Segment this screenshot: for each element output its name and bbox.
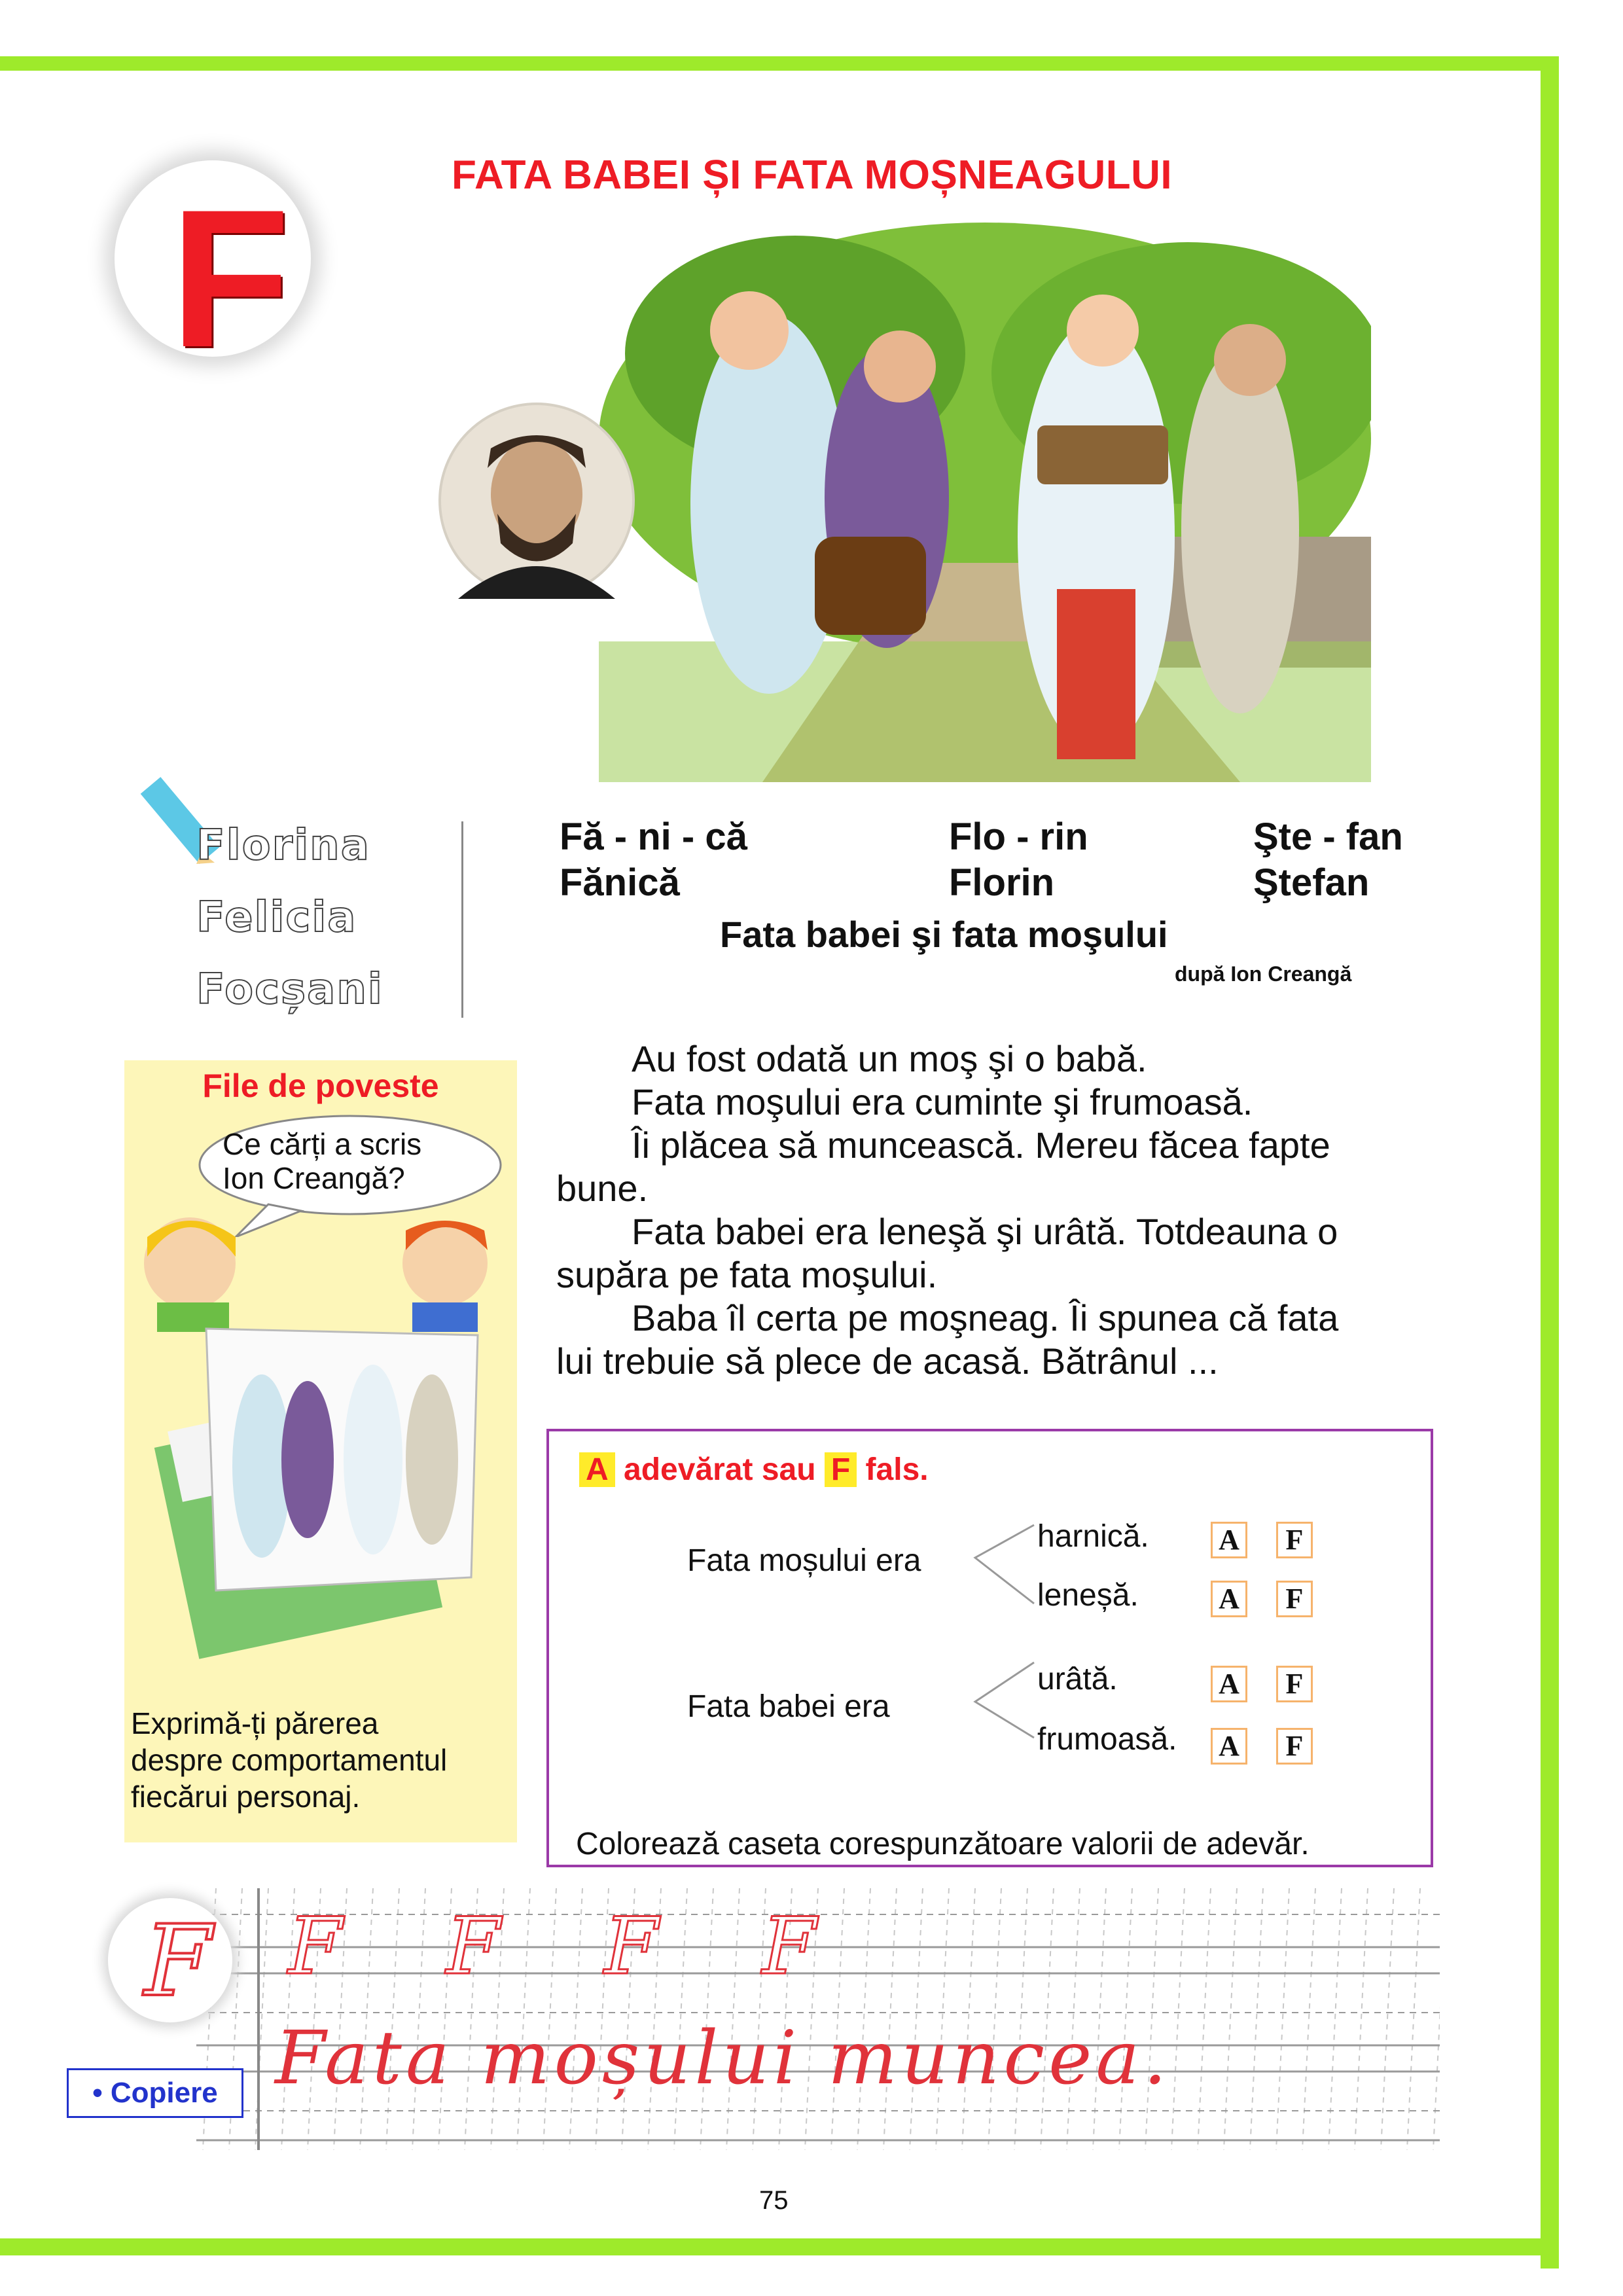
page-frame-bottom xyxy=(0,2238,1559,2255)
story-line: Baba îl certa pe moşneag. Îi spunea că fata xyxy=(632,1297,1339,1338)
tag-a: A xyxy=(579,1452,615,1487)
syllable-word: Ştefan xyxy=(1253,861,1370,904)
author-portrait xyxy=(432,403,641,599)
answer-box-f[interactable]: F xyxy=(1276,1728,1313,1765)
story-line: supăra pe fata moşului. xyxy=(556,1254,938,1295)
answer-box-f[interactable]: F xyxy=(1276,1581,1313,1617)
prompt-line: despre comportamentul xyxy=(131,1743,448,1777)
answer-box-a[interactable]: A xyxy=(1211,1728,1247,1765)
story-author: după Ion Creangă xyxy=(1175,962,1352,986)
story-title: Fata babei şi fata moşului xyxy=(720,914,1168,955)
story-line: Fata babei era leneşă şi urâtă. Totdeauna o xyxy=(632,1211,1338,1252)
script-letters-row: F F F F xyxy=(288,1901,856,1992)
page-number: 75 xyxy=(759,2186,789,2215)
script-sentence: Fata moșului muncea. xyxy=(275,2016,1171,2101)
answer-box-f[interactable]: F xyxy=(1276,1522,1313,1558)
exercise-footer: Colorează caseta corespunzătoare valorii de adevăr. xyxy=(576,1827,1310,1861)
lesson-letter: F xyxy=(170,168,291,388)
outline-word: Felicia xyxy=(196,893,357,942)
prompt-line: Exprimă-ți părerea xyxy=(131,1706,379,1740)
story-line: Au fost odată un moş şi o babă. xyxy=(632,1038,1147,1079)
speech-text-1: Ce cărți a scris xyxy=(223,1127,422,1161)
answer-box-f[interactable]: F xyxy=(1276,1666,1313,1702)
story-line: Îi plăcea să muncească. Mereu făcea fapte xyxy=(632,1124,1330,1166)
copy-button[interactable]: • Copiere xyxy=(67,2068,243,2118)
divider xyxy=(461,821,463,1018)
exercise-instruction xyxy=(579,1452,929,1488)
label-f: fals. xyxy=(865,1452,929,1487)
answer-box-a[interactable]: A xyxy=(1211,1581,1247,1617)
tag-f: F xyxy=(825,1452,857,1487)
group2-subject: Fata babei era xyxy=(687,1689,890,1724)
page-frame-top xyxy=(0,56,1559,71)
group1-option: harnică. xyxy=(1037,1519,1149,1554)
story-line: lui trebuie să plece de acasă. Bătrânul ... xyxy=(556,1340,1219,1382)
page-frame-right xyxy=(1541,56,1559,2269)
story-line: bune. xyxy=(556,1168,649,1209)
page-title: FATA BABEI ȘI FATA MOȘNEAGULUI xyxy=(452,152,1173,198)
group2-option: frumoasă. xyxy=(1037,1722,1177,1757)
label-a: adevărat sau xyxy=(624,1452,816,1487)
prompt-line: fiecărui personaj. xyxy=(131,1780,361,1814)
group1-option: leneșă. xyxy=(1037,1578,1139,1613)
outline-word: Focșani xyxy=(196,965,383,1014)
syllable-split: Şte - fan xyxy=(1253,816,1403,858)
syllable-word: Fănică xyxy=(560,861,680,904)
side-panel-title: File de poveste xyxy=(202,1067,439,1104)
outline-word: Florina xyxy=(196,821,370,870)
bracket-lines xyxy=(969,1518,1047,1741)
group1-subject: Fata moșului era xyxy=(687,1543,921,1578)
syllable-split: Flo - rin xyxy=(949,816,1088,858)
syllable-word: Florin xyxy=(949,861,1055,904)
script-letter: F xyxy=(144,1905,213,2018)
syllable-split: Fă - ni - că xyxy=(560,816,747,858)
answer-box-a[interactable]: A xyxy=(1211,1522,1247,1558)
speech-text-2: Ion Creangă? xyxy=(223,1161,405,1195)
group2-option: urâtă. xyxy=(1037,1662,1118,1696)
story-line: Fata moşului era cuminte şi frumoasă. xyxy=(632,1081,1253,1122)
story-illustration xyxy=(599,223,1371,782)
answer-box-a[interactable]: A xyxy=(1211,1666,1247,1702)
children-with-book-illustration xyxy=(131,1211,510,1669)
